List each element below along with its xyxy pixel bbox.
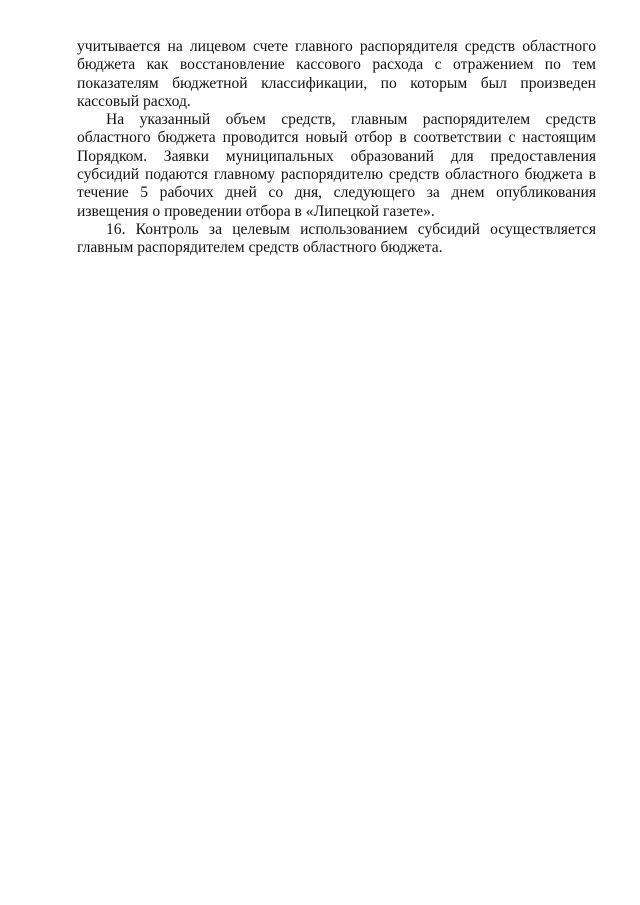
paragraph-new-selection: На указанный объем средств, главным распорядителем средств областного бюджета проводится новый отбор в соответствии с настоящим Порядком. Заявки муниципальных образований для предоставления субсидий подаются главному распорядителю средств областного бюджета в течение 5 рабочих дней со дня, следующего за днем опубликования извещения о проведении отбора в «Липецкой газете». — [77, 111, 596, 220]
paragraph-item-16: 16. Контроль за целевым использованием субсидий осуществляется главным распорядителем средств областного бюджета. — [77, 220, 596, 257]
document-body — [77, 38, 596, 258]
paragraph-continuation: учитывается на лицевом счете главного распорядителя средств областного бюджета как восстановление кассового расхода с отражением по тем показателям бюджетной классификации, по которым был произведен кассовый расход. — [77, 38, 596, 110]
